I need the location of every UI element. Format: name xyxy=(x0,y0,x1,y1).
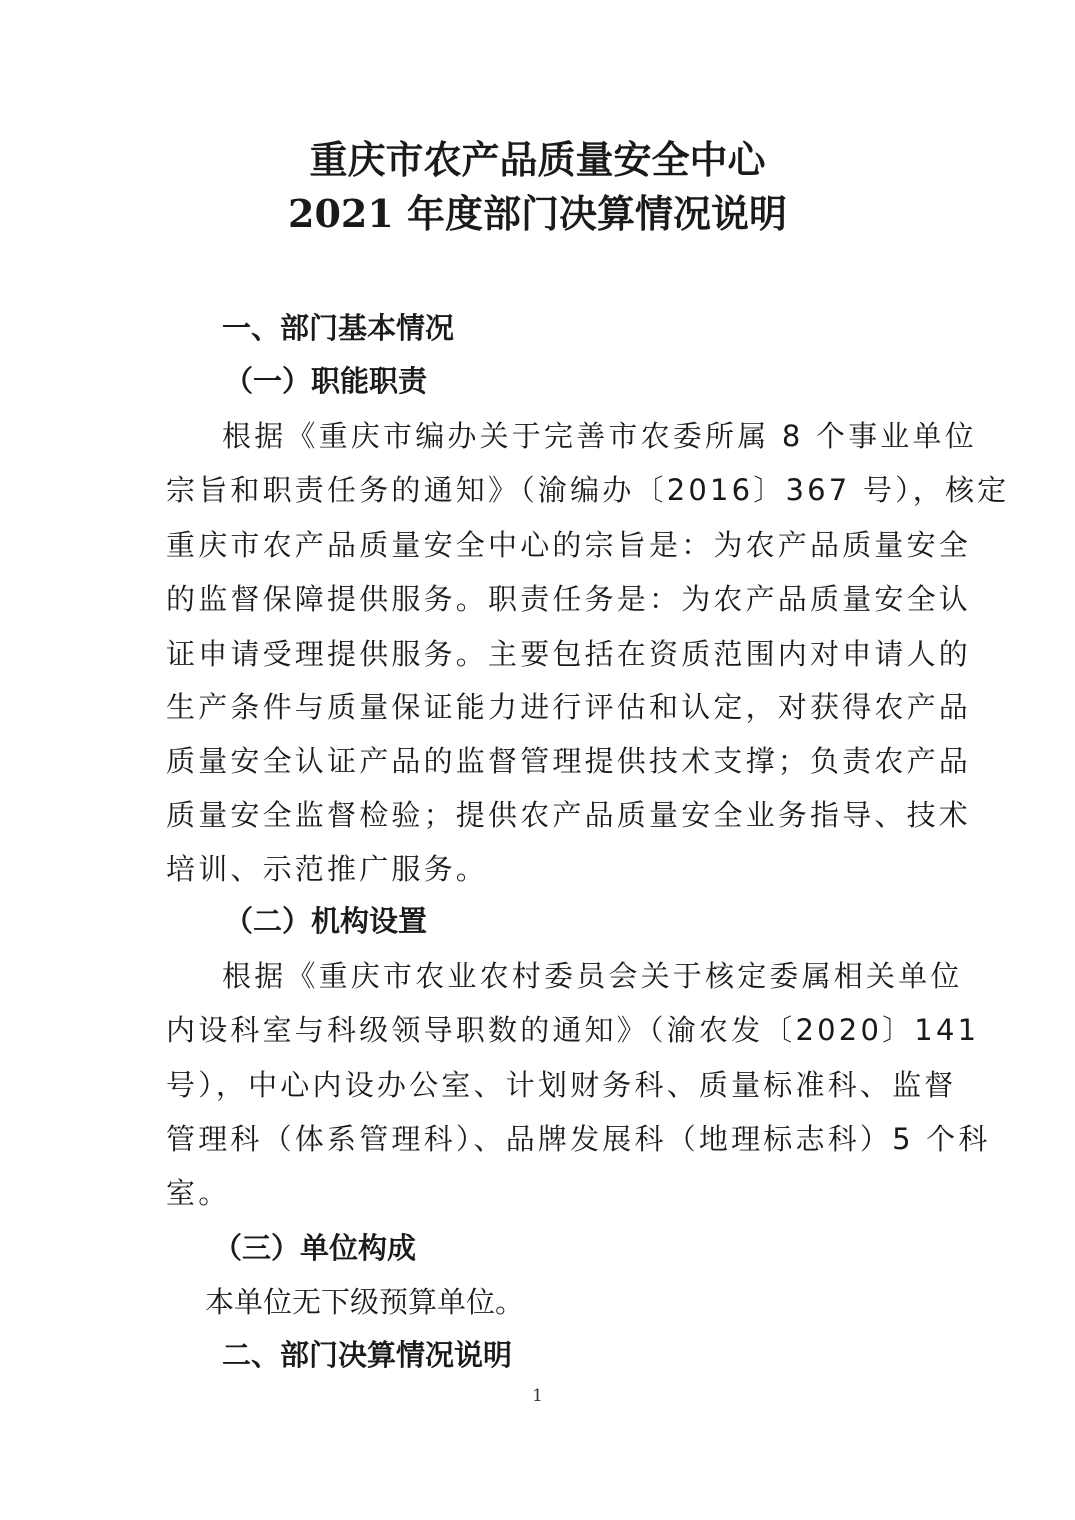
paragraph-line: 室。 xyxy=(166,1176,231,1210)
paragraph-line: 本单位无下级预算单位。 xyxy=(205,1285,525,1319)
paragraph-line: 培训、示范推广服务。 xyxy=(166,852,489,886)
subsection-heading-unit-composition: （三）单位构成 xyxy=(213,1231,417,1265)
subsection-heading-duties: （一）职能职责 xyxy=(224,364,428,398)
subsection-heading-organization: （二）机构设置 xyxy=(224,904,428,938)
paragraph-line: 根据《重庆市农业农村委员会关于核定委属相关单位 xyxy=(222,959,963,993)
paragraph-line: 重庆市农产品质量安全中心的宗旨是：为农产品质量安全 xyxy=(166,528,972,562)
paragraph-line: 质量安全认证产品的监督管理提供技术支撑；负责农产品 xyxy=(166,744,972,778)
page-number: 1 xyxy=(532,1386,543,1406)
document-title-line-1: 重庆市农产品质量安全中心 xyxy=(309,137,766,182)
paragraph-line: 根据《重庆市编办关于完善市农委所属 8 个事业单位 xyxy=(222,419,977,453)
paragraph-line: 生产条件与质量保证能力进行评估和认定，对获得农产品 xyxy=(166,690,972,724)
section-heading-basic-info: 一、部门基本情况 xyxy=(222,311,455,345)
document-title-line-2: 2021 年度部门决算情况说明 xyxy=(288,191,787,236)
paragraph-line: 宗旨和职责任务的通知》（渝编办〔2016〕367 号），核定 xyxy=(166,473,1010,507)
section-heading-final-accounts: 二、部门决算情况说明 xyxy=(222,1338,513,1372)
paragraph-line: 内设科室与科级领导职数的通知》（渝农发〔2020〕141 xyxy=(166,1013,980,1047)
paragraph-line: 证申请受理提供服务。主要包括在资质范围内对申请人的 xyxy=(166,637,972,671)
paragraph-line: 管理科（体系管理科）、品牌发展科（地理标志科）5 个科 xyxy=(166,1122,991,1156)
paragraph-line: 号），中心内设办公室、计划财务科、质量标准科、监督 xyxy=(166,1068,957,1102)
paragraph-line: 的监督保障提供服务。职责任务是：为农产品质量安全认 xyxy=(166,582,972,616)
paragraph-line: 质量安全监督检验；提供农产品质量安全业务指导、技术 xyxy=(166,798,972,832)
